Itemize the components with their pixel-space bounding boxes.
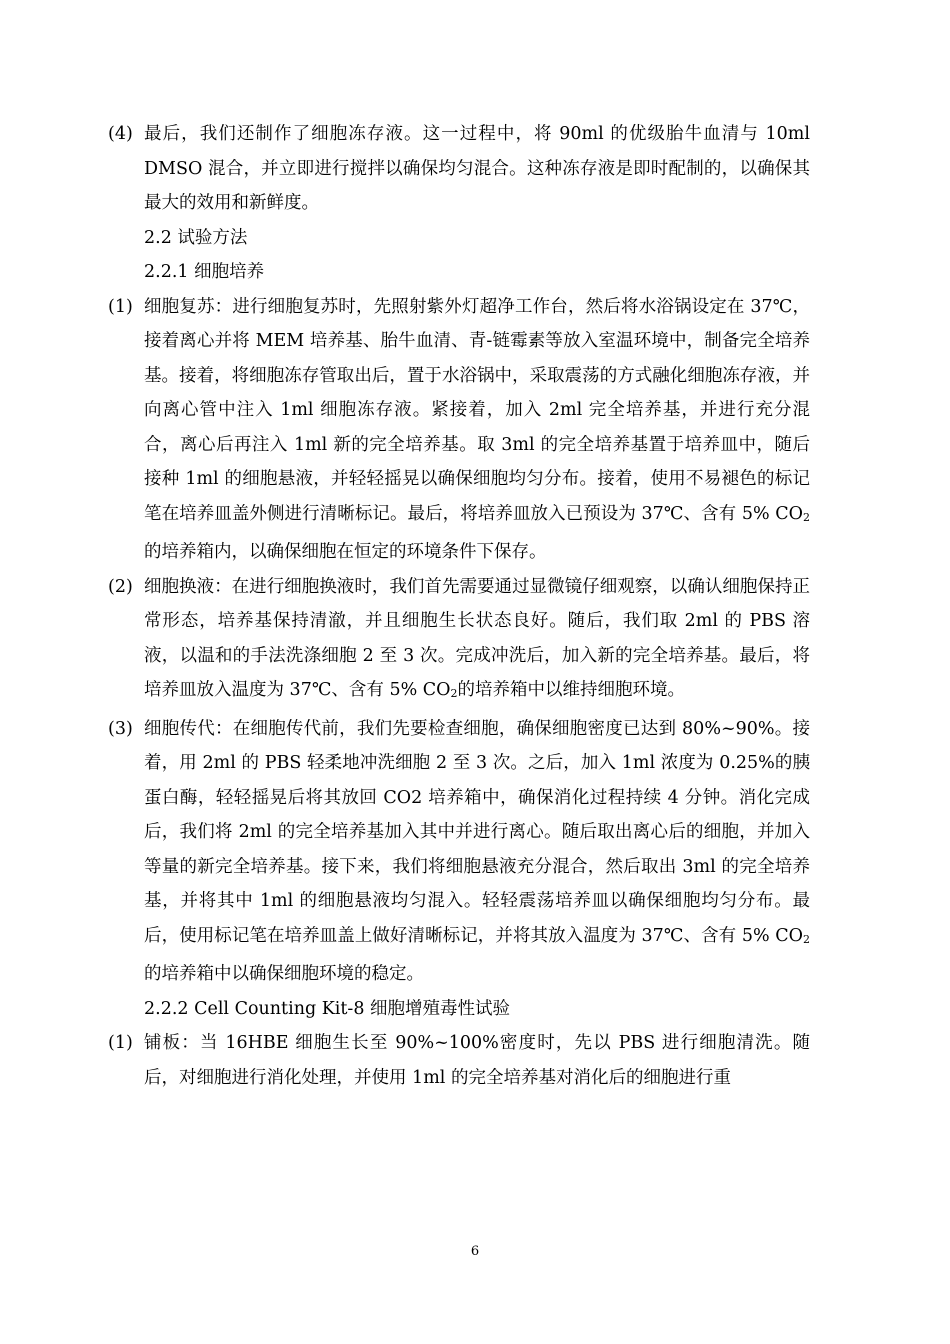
page-body xyxy=(108,117,810,1095)
list-item-4-freezing-solution xyxy=(108,117,810,221)
list-marker: (1) xyxy=(108,296,133,317)
list-marker: (1) xyxy=(108,1033,133,1053)
list-marker: (3) xyxy=(108,718,133,739)
paragraph-text: 铺板：当 16HBE 细胞生长至 90%~100%密度时，先以 PBS 进行细胞清洗。随后，对细胞进行消化处理，并使用 1ml 的完全培养基对消化后的细胞进行重 xyxy=(144,1033,810,1088)
list-marker: (4) xyxy=(108,124,133,144)
list-item-3-passaging xyxy=(108,712,810,992)
section-heading-2-2: 2.2 试验方法 xyxy=(144,227,248,248)
paragraph-text-continued: 的培养箱中以维持细胞环境。 xyxy=(457,680,686,700)
section-heading-2-2-2: 2.2.2 Cell Counting Kit-8 细胞增殖毒性试验 xyxy=(144,998,511,1019)
paragraph-text: 细胞传代：在细胞传代前，我们先要检查细胞，确保细胞密度已达到 80%~90%。接着，用 2ml 的 PBS 轻柔地冲洗细胞 2 至 3 次。之后，加入 1ml 浓度为 0.25%的胰蛋白酶，轻轻摇晃后将其放回 CO2 培养箱中，确保消化过程持续 4 分钟。消化完成后，我们将 2ml 的完全培养基加入其中并进行离心。随后取出离心后的细胞，并加入等量的新完全培养基。接下来，我们将细胞悬液充分混合，然后取出 3ml 的完全培养基，并将其中 1ml 的细胞悬液均匀混入。轻轻震荡培养皿以确保细胞均匀分布。最后，使用标记笔在培养皿盖上做好清晰标记，并将其放入温度为 37℃、含有 5% CO xyxy=(144,718,810,946)
paragraph-text-continued: 的培养箱内，以确保细胞在恒定的环境条件下保存。 xyxy=(144,542,547,562)
subscript: 2 xyxy=(803,932,810,946)
section-heading-2-2-1: 2.2.1 细胞培养 xyxy=(144,262,265,282)
subscript: 2 xyxy=(450,687,458,700)
paragraph-text: 细胞复苏：进行细胞复苏时，先照射紫外灯超净工作台，然后将水浴锅设定在 37℃，接着离心并将 MEM 培养基、胎牛血清、青-链霉素等放入室温环境中，制备完全培养基。接着，将细胞冻存管取出后，置于水浴锅中，采取震荡的方式融化细胞冻存液，并向离心管中注入 1ml 细胞冻存液。紧接着，加入 2ml 完全培养基，并进行充分混合，离心后再注入 1ml 新的完全培养基。取 3ml 的完全培养基置于培养皿中，随后接种 1ml 的细胞悬液，并轻轻摇晃以确保细胞均匀分布。接着，使用不易褪色的标记笔在培养皿盖外侧进行清晰标记。最后，将培养皿放入已预设为 37℃、含有 5% CO xyxy=(144,296,810,524)
paragraph-text: 最后，我们还制作了细胞冻存液。这一过程中，将 90ml 的优级胎牛血清与 10ml DMSO 混合，并立即进行搅拌以确保均匀混合。这种冻存液是即时配制的，以确保其最大的效用和新鲜度。 xyxy=(144,124,810,213)
list-marker: (2) xyxy=(108,576,133,597)
paragraph-text: 细胞换液：在进行细胞换液时，我们首先需要通过显微镜仔细观察，以确认细胞保持正常形态，培养基保持清澈，并且细胞生长状态良好。随后，我们取 2ml 的 PBS 溶液，以温和的手法洗涤细胞 2 至 3 次。完成冲洗后，加入新的完全培养基。最后，将培养皿放入温度为 37℃、含有 5% CO xyxy=(144,576,810,700)
paragraph-text-continued: 的培养箱中以确保细胞环境的稳定。 xyxy=(144,964,424,984)
list-item-1-plating xyxy=(108,1026,810,1095)
page-number: 6 xyxy=(470,1244,480,1259)
list-item-2-medium-change xyxy=(108,570,810,712)
list-item-1-cell-recovery xyxy=(108,290,810,570)
subscript: 2 xyxy=(803,510,810,524)
